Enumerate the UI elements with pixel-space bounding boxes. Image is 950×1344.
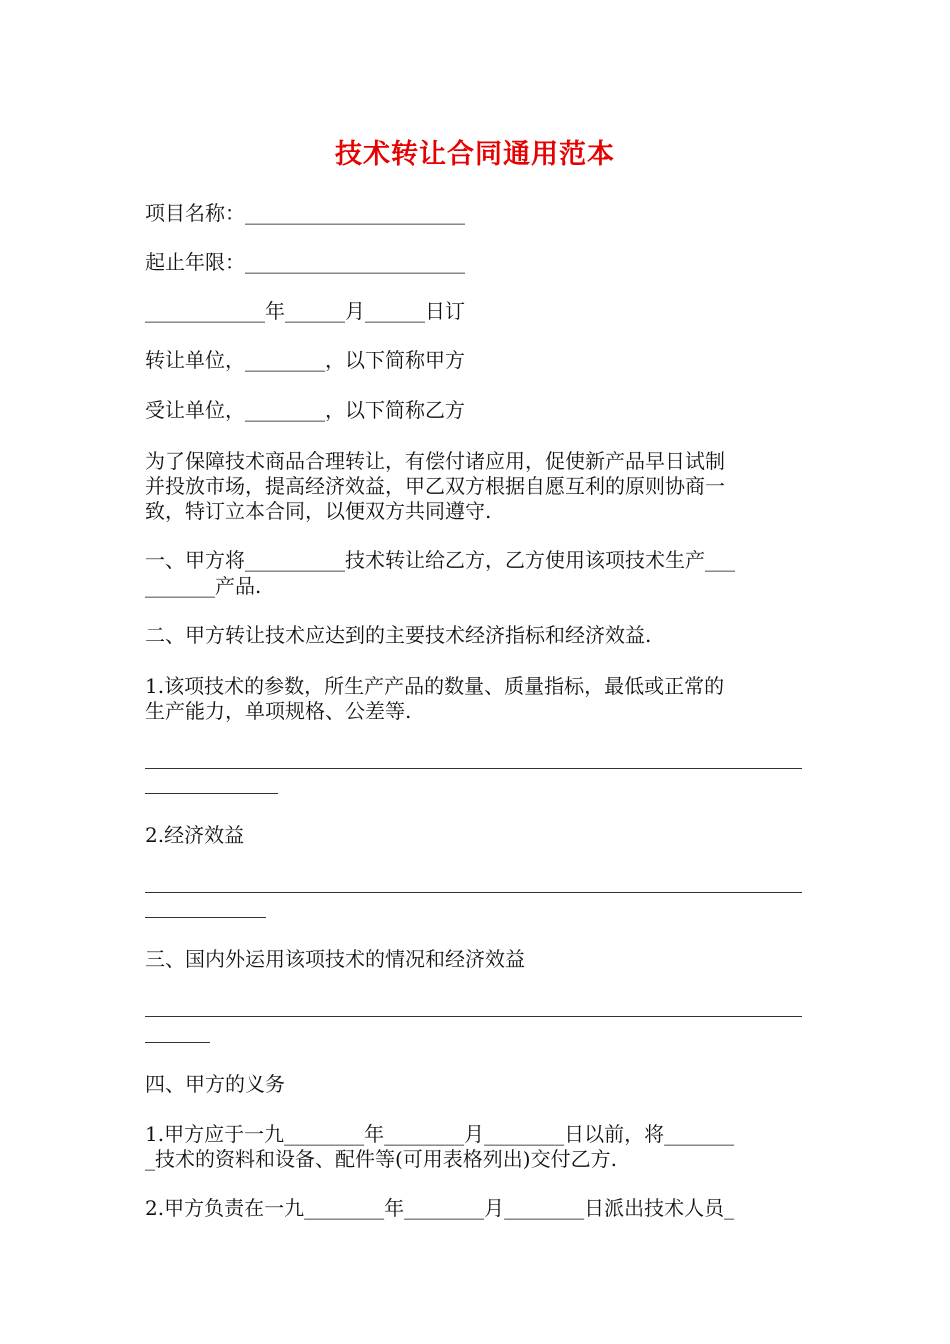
section-2-item-2: 2.经济效益 (145, 823, 245, 847)
section-2-item-1-line-2: 生产能力，单项规格、公差等. (145, 699, 412, 723)
intro-paragraph-line-2: 并投放市场，提高经济效益，甲乙双方根据自愿互利的原则协商一 (145, 474, 725, 498)
intro-paragraph-line-1: 为了保障技术商品合理转让，有偿付诸应用，促使新产品早日试制 (145, 449, 725, 473)
signing-date-line: ____________年______月______日订 (145, 299, 465, 323)
section-4-item-1-line-2: _技术的资料和设备、配件等(可用表格列出)交付乙方. (145, 1147, 617, 1171)
period-line: 起止年限：______________________ (145, 250, 465, 274)
blank-fill-line (145, 768, 802, 769)
blank-fill-line (145, 1016, 802, 1017)
blank-fill-line (145, 917, 266, 918)
transferor-line: 转让单位，________，以下简称甲方 (145, 348, 465, 372)
intro-paragraph-line-3: 致，特订立本合同，以便双方共同遵守. (145, 499, 492, 523)
section-4-heading: 四、甲方的义务 (145, 1072, 285, 1096)
project-name-line: 项目名称：______________________ (145, 201, 465, 225)
blank-fill-line (145, 793, 278, 794)
section-4-item-1-line-1: 1.甲方应于一九________年________月________日以前，将_______ (145, 1122, 735, 1146)
transferee-line: 受让单位，________，以下简称乙方 (145, 398, 465, 422)
section-3-heading: 三、国内外运用该项技术的情况和经济效益 (145, 947, 525, 971)
section-1-line-1: 一、甲方将__________技术转让给乙方，乙方使用该项技术生产___ (145, 548, 735, 572)
blank-fill-line (145, 892, 802, 893)
document-title: 技术转让合同通用范本 (335, 139, 615, 170)
section-1-line-2: _______产品. (145, 574, 262, 598)
section-2-heading: 二、甲方转让技术应达到的主要技术经济指标和经济效益. (145, 623, 652, 647)
section-4-item-2-line-1: 2.甲方负责在一九________年________月________日派出技术人员_ (145, 1196, 735, 1220)
blank-fill-line (145, 1042, 210, 1043)
section-2-item-1-line-1: 1.该项技术的参数，所生产产品的数量、质量指标，最低或正常的 (145, 674, 725, 698)
